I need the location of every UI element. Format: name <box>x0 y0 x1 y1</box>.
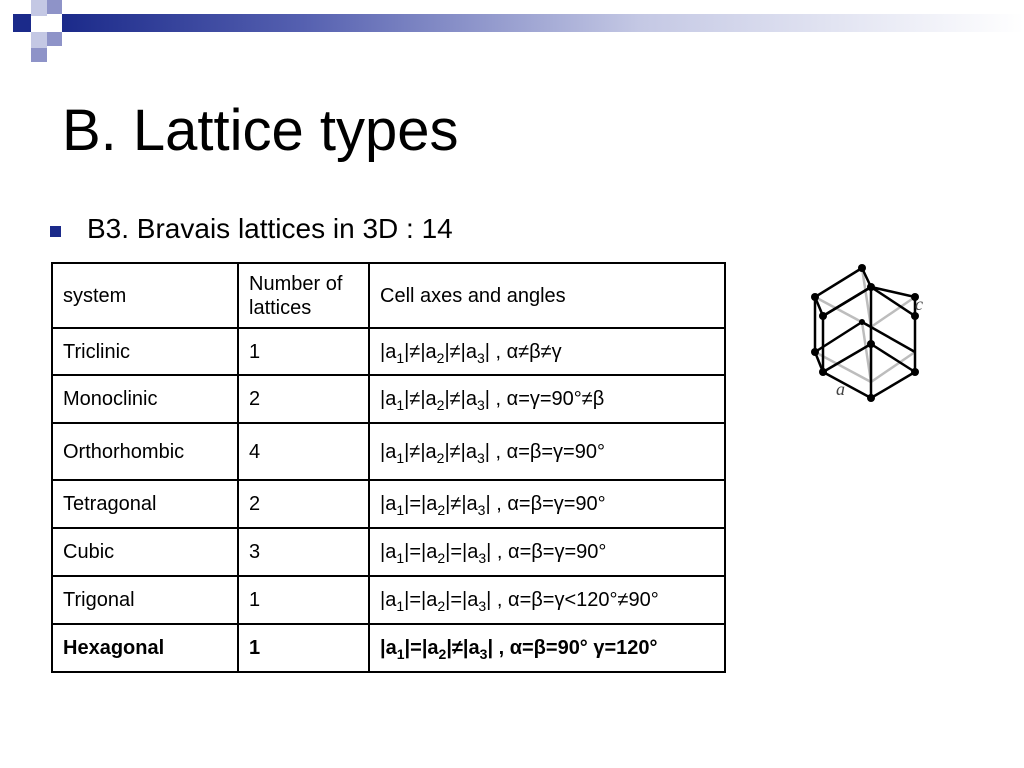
cell-system: Tetragonal <box>52 480 238 528</box>
relation-12: ≠ <box>409 388 421 410</box>
decor-square <box>47 32 62 46</box>
cell-number: 1 <box>238 624 369 672</box>
bullet-square-icon <box>50 226 61 237</box>
cell-axes: $|a_1|\ne|a_2|\ne|a_3|$ , α=γ=90°≠β <box>369 375 725 423</box>
table-header-row <box>52 263 725 328</box>
cell-system: Trigonal <box>52 576 238 624</box>
decor-square <box>47 0 62 14</box>
relation-12: = <box>409 589 422 611</box>
table-row <box>52 328 725 375</box>
header-system: system <box>52 263 238 328</box>
cell-axes: $|a_1|=|a_2|\ne|a_3|$ , α=β=γ=90° <box>369 480 725 528</box>
angle-relation: α=β=γ<120°≠90° <box>508 589 659 611</box>
slide-title: B. Lattice types <box>62 98 459 163</box>
cell-axes: $|a_1|=|a_2|\ne|a_3|$ , α=β=90° γ=120° <box>369 624 725 672</box>
table-row <box>52 423 725 480</box>
decor-square <box>31 0 47 16</box>
cell-number: 2 <box>238 480 369 528</box>
cell-number: 2 <box>238 375 369 423</box>
cell-axes: $|a_1|\ne|a_2|\ne|a_3|$ , α=β=γ=90° <box>369 423 725 480</box>
cell-system: Hexagonal <box>52 624 238 672</box>
angle-relation: α=β=γ=90° <box>507 493 606 515</box>
cell-axes: $|a_1|=|a_2|=|a_3|$ , α=β=γ=90° <box>369 528 725 576</box>
header-number: Number of lattices <box>238 263 369 328</box>
relation-12: = <box>409 493 422 515</box>
angle-relation: α=γ=90°≠β <box>506 388 605 410</box>
relation-12: ≠ <box>409 340 421 363</box>
relation-23: ≠ <box>449 440 461 463</box>
relation-23: ≠ <box>449 340 461 363</box>
relation-23: = <box>450 541 463 563</box>
cell-system: Monoclinic <box>52 375 238 423</box>
cell-axes: $|a_1|=|a_2|=|a_3|$ , α=β=γ<120°≠90° <box>369 576 725 624</box>
relation-12: ≠ <box>409 440 421 463</box>
relation-12: = <box>409 541 422 563</box>
cell-number: 1 <box>238 328 369 375</box>
decor-square <box>13 14 31 32</box>
axis-label-a: a <box>836 379 845 399</box>
table-row <box>52 480 725 528</box>
cell-system: Cubic <box>52 528 238 576</box>
hexagonal-prism-lattice-icon <box>805 262 935 402</box>
angle-relation: α=β=γ=90° <box>506 440 605 463</box>
relation-23: ≠ <box>450 493 462 515</box>
table-row <box>52 528 725 576</box>
table-row <box>52 624 725 672</box>
table-row <box>52 576 725 624</box>
axis-label-c: c <box>915 294 923 314</box>
angle-relation: α=β=γ=90° <box>508 541 607 563</box>
corner-decoration <box>0 0 80 64</box>
bravais-lattice-table <box>51 262 726 673</box>
relation-23: = <box>450 589 463 611</box>
header-axes: Cell axes and angles <box>369 263 725 328</box>
relation-12: = <box>410 637 422 659</box>
relation-23: ≠ <box>451 637 463 659</box>
relation-23: ≠ <box>449 388 461 410</box>
decor-square <box>31 32 47 48</box>
decor-square <box>31 48 47 62</box>
table-row <box>52 375 725 423</box>
header-gradient-bar <box>62 14 1024 32</box>
angle-relation: α=β=90° γ=120° <box>509 637 658 659</box>
cell-system: Orthorhombic <box>52 423 238 480</box>
cell-number: 4 <box>238 423 369 480</box>
cell-number: 3 <box>238 528 369 576</box>
cell-axes: $|a_1|\ne|a_2|\ne|a_3|$ , α≠β≠γ <box>369 328 725 375</box>
cell-number: 1 <box>238 576 369 624</box>
angle-relation: α≠β≠γ <box>506 340 562 363</box>
bullet-text: B3. Bravais lattices in 3D : 14 <box>87 213 453 244</box>
cell-system: Triclinic <box>52 328 238 375</box>
